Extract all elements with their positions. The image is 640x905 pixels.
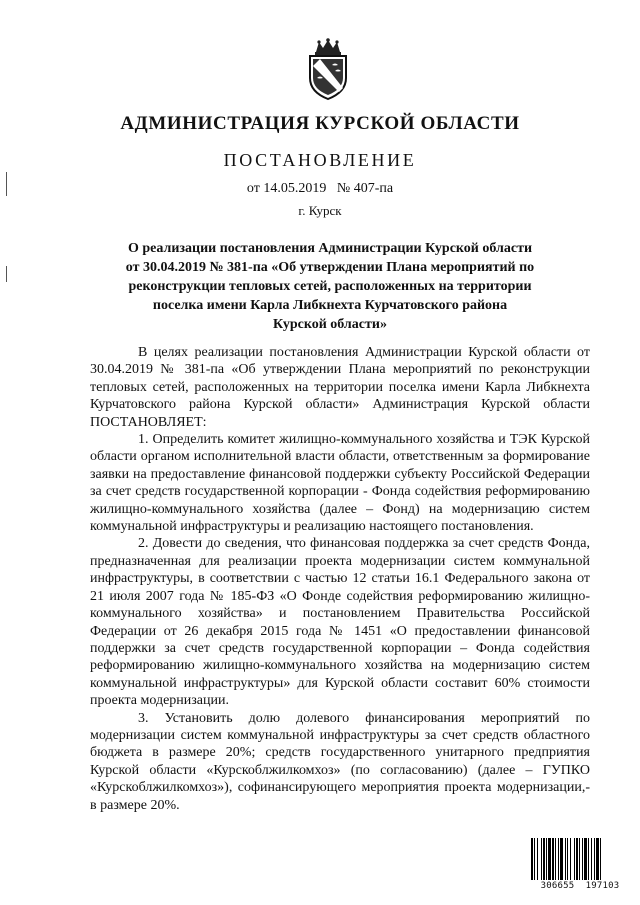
barcode-bar <box>543 838 545 880</box>
body-paragraph-2: 2. Довести до сведения, что финансовая поддержка за счет средств Фонда, предназначенная для реализации проекта модернизации систем коммунальной инфраструктуры, в соответствии с частью 12 статьи 16.1 Федерального закона от 21 июля 2007 года № 185-ФЗ «О Фонде содействия реформированию жилищно-коммунального хозяйства» и постановлением Правительства Российской Федерации от 26 декабря 2015 года № 1451 «О предоставлении финансовой поддержки за счет средств государственной корпорации – Фонда содействия реформированию жилищно-коммунального хозяйства на модернизацию систем коммунальной инфраструктуры» для Курской области составит 60% стоимости проекта модернизации. <box>90 536 590 709</box>
barcode-bar <box>579 838 580 880</box>
barcode-bar <box>537 838 538 880</box>
barcode-bar <box>534 838 535 880</box>
barcode-bar <box>576 838 578 880</box>
barcode-bar <box>565 838 566 880</box>
barcode-bar <box>541 838 542 880</box>
barcode-bar <box>531 838 533 880</box>
scan-margin-line <box>6 266 7 282</box>
document-body <box>90 344 590 814</box>
barcode-bar <box>548 838 551 880</box>
barcode-bar <box>567 838 568 880</box>
barcode-bar <box>574 838 575 880</box>
barcode-bar <box>584 838 587 880</box>
organization-title: АДМИНИСТРАЦИЯ КУРСКОЙ ОБЛАСТИ <box>120 113 520 134</box>
coat-of-arms-icon <box>302 38 354 102</box>
barcode-icon <box>531 838 628 880</box>
document-type: ПОСТАНОВЛЕНИЕ <box>223 150 417 170</box>
barcode-bar <box>591 838 592 880</box>
barcode-bar <box>560 838 563 880</box>
barcode-bar <box>582 838 583 880</box>
barcode-bar <box>596 838 599 880</box>
body-paragraph-1: 1. Определить комитет жилищно-коммунального хозяйства и ТЭК Курской области органом исполнительной власти области, ответственным за формирование заявки на предоставление финансовой поддержки субъекту Российской Федерации за счет средств государственной корпорации - Фонда содействия реформированию жилищно-коммунального хозяйства (далее – Фонд) на модернизацию систем коммунальной инфраструктуры и реализацию настоящего постановления. <box>90 432 590 535</box>
document-title <box>90 239 570 334</box>
barcode-bar <box>600 838 601 880</box>
title-line: Курской области» <box>273 317 387 332</box>
barcode-bar <box>588 838 589 880</box>
barcode-bar <box>594 838 595 880</box>
barcode-bar <box>570 838 571 880</box>
barcode-bar <box>552 838 554 880</box>
title-line: реконструкции тепловых сетей, расположенных на территории <box>128 279 532 294</box>
barcode-bar <box>546 838 547 880</box>
document-city: г. Курск <box>298 203 342 218</box>
body-paragraph-preamble: В целях реализации постановления Администрации Курской области от 30.04.2019 № 381-па «Об утверждении Плана мероприятий по реконструкции тепловых сетей, расположенных на территории поселка имени Карла Либкнехта Курчатовского района Курской области» Администрация Курской области ПОСТАНОВЛЯЕТ: <box>90 345 590 430</box>
document-date-number: от 14.05.2019 № 407-па <box>246 181 394 196</box>
barcode-bar <box>555 838 556 880</box>
title-line: О реализации постановления Администрации Курской области <box>127 241 533 256</box>
title-line: поселка имени Карла Либкнехта Курчатовского района <box>152 298 508 313</box>
title-line: от 30.04.2019 № 381-па «Об утверждении Плана мероприятий по <box>125 260 535 275</box>
barcode-number: 306655 197103 <box>540 881 620 891</box>
barcode-bar <box>558 838 559 880</box>
body-paragraph-3: 3. Установить долю долевого финансирования мероприятий по модернизации систем коммунальной инфраструктуры за счет средств областного бюджета в размере 20%; средств государственного унитарного предприятия Курской области «Курскоблжилкомхоз» (по согласованию) (далее – ГУПКО «Курскоблжилкомхоз»), софинансирующего мероприятия проекта модернизации,- в размере 20%. <box>90 710 590 813</box>
